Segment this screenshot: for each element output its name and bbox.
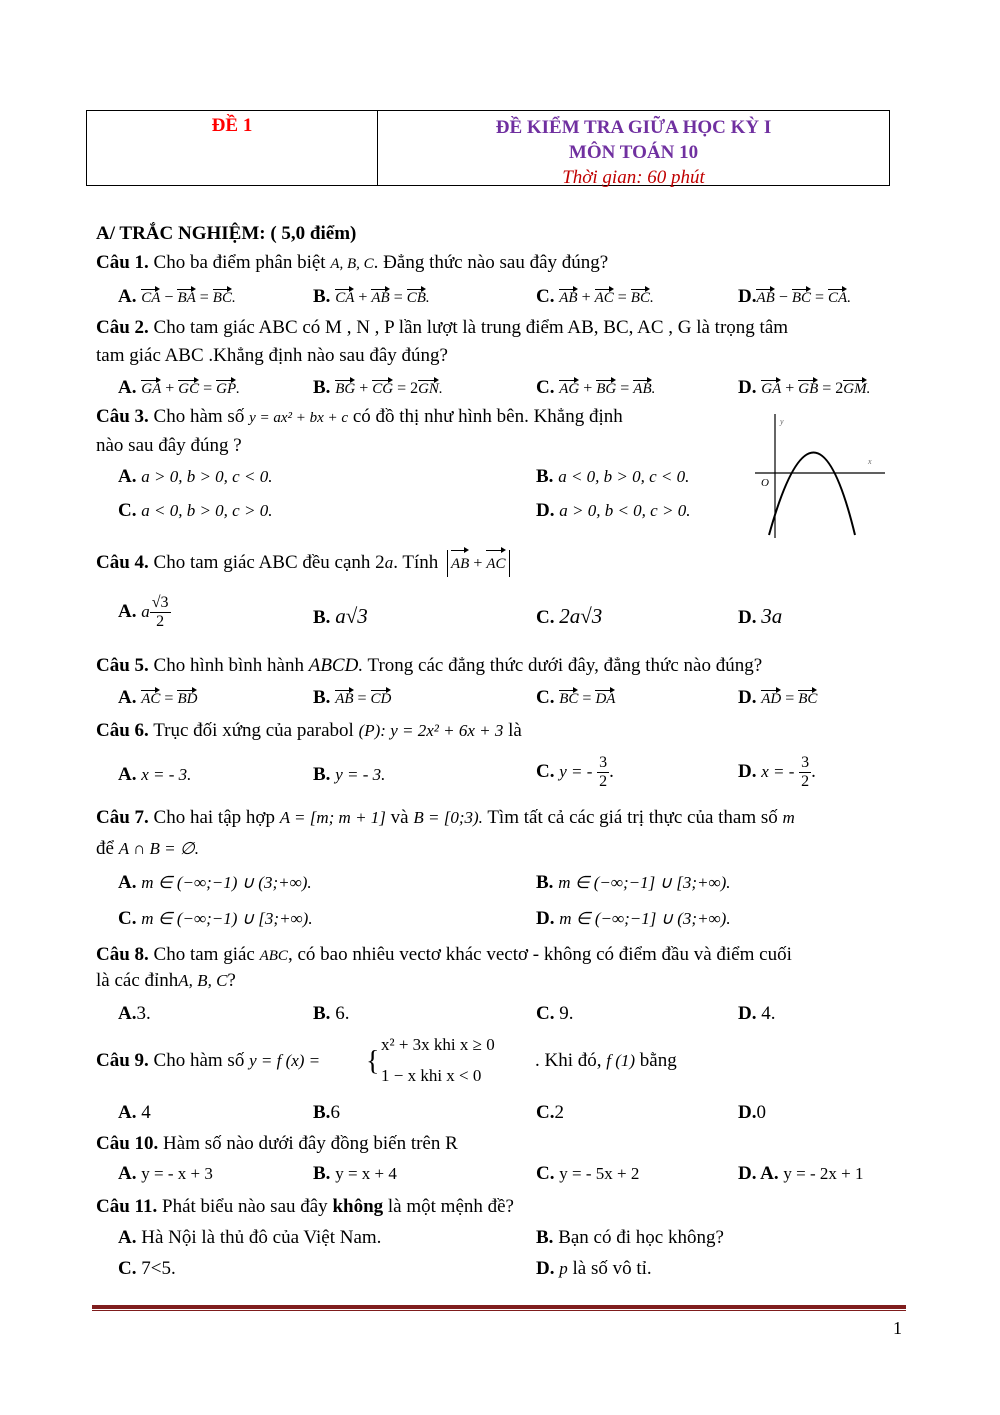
footer-rule-thin: [92, 1310, 906, 1311]
question-3: Câu 3. Cho hàm số y = ax² + bx + c có đồ thị như hình bên. Khẳng định: [96, 406, 623, 427]
q2-option-c: C. AG + BG = AB.: [536, 377, 656, 398]
question-3-line2: nào sau đây đúng ?: [96, 435, 242, 456]
q7-option-d: D. m ∈ (−∞;−1] ∪ (3;+∞).: [536, 908, 731, 929]
q11-option-d: D. p là số vô tỉ.: [536, 1258, 652, 1279]
q2-option-b: B. BG + CG = 2GN.: [313, 377, 443, 398]
question-6: Câu 6. Trục đối xứng của parabol (P): y = 2x² + 6x + 3 là: [96, 720, 522, 741]
q7-option-c: C. m ∈ (−∞;−1) ∪ [3;+∞).: [118, 908, 313, 929]
q3-option-a: A. a > 0, b > 0, c < 0.: [118, 466, 273, 487]
q7-option-b: B. m ∈ (−∞;−1] ∪ [3;+∞).: [536, 872, 731, 893]
question-9-tail: . Khi đó, f (1) bằng: [535, 1050, 677, 1071]
q6-option-c: C. y = - $\frac{3}{2}$ .: [536, 754, 614, 790]
exam-subject: MÔN TOÁN 10: [568, 142, 699, 163]
x-axis-label: x: [868, 457, 872, 466]
question-5: Câu 5. Cho hình bình hành ABCD. Trong các đẳng thức dưới đây, đẳng thức nào đúng?: [96, 655, 763, 676]
q1-option-c: C. AB + AC = BC.: [536, 286, 654, 307]
q9-option-b: B.6: [313, 1102, 340, 1123]
header-table: [86, 110, 890, 186]
exam-title: ĐỀ KIỂM TRA GIỮA HỌC KỲ I: [495, 117, 772, 138]
q6-option-d: D. x = - $\frac{3}{2}$ .: [738, 754, 816, 790]
q9-option-d: D.0: [738, 1102, 766, 1123]
q6-option-b: B. y = - 3.: [313, 764, 386, 785]
parabola-curve: [769, 453, 855, 536]
q3-option-b: B. a < 0, b > 0, c < 0.: [536, 466, 690, 487]
vector-magnitude: AB + AC: [447, 550, 510, 577]
q8-option-c: C. 9.: [536, 1003, 574, 1024]
q1-option-a: A. CA − BA = BC.: [118, 286, 236, 307]
q7-option-a: A. m ∈ (−∞;−1) ∪ (3;+∞).: [118, 872, 312, 893]
section-title: A/ TRẮC NGHIỆM: ( 5,0 điểm): [96, 223, 357, 244]
question-10: Câu 10. Hàm số nào dưới đây đồng biến trên R: [96, 1133, 458, 1154]
question-9: Câu 9. Cho hàm số y = f (x) =: [96, 1050, 321, 1071]
q11-option-c: C. 7<5.: [118, 1258, 176, 1279]
piecewise-case-1: x² + 3x khi x ≥ 0: [381, 1035, 495, 1054]
q1-option-d: D.AB − BC = CA.: [738, 286, 851, 307]
q10-option-a: A. y = - x + 3: [118, 1163, 213, 1184]
q11-option-a: A. Hà Nội là thủ đô của Việt Nam.: [118, 1227, 382, 1248]
question-8: Câu 8. Cho tam giác ABC, có bao nhiêu vectơ khác vectơ - không có điểm đầu và điểm cuối: [96, 944, 792, 965]
q4-option-a: A. a $\frac{√3}{2}$: [118, 594, 169, 630]
q3-option-d: D. a > 0, b < 0, c > 0.: [536, 500, 691, 521]
question-8-line2: là các đỉnhA, B, C?: [96, 970, 236, 991]
origin-label: O: [761, 477, 769, 489]
q9-option-c: C.2: [536, 1102, 564, 1123]
q2-option-d: D. GA + GB = 2GM.: [738, 377, 871, 398]
piecewise-case-2: 1 − x khi x < 0: [381, 1066, 482, 1085]
exam-code: ĐỀ 1: [87, 111, 378, 185]
q10-option-d: D. A. y = - 2x + 1: [738, 1163, 864, 1184]
q8-option-b: B. 6.: [313, 1003, 350, 1024]
q10-option-c: C. y = - 5x + 2: [536, 1163, 640, 1184]
q11-option-b: B. Bạn có đi học không?: [536, 1227, 724, 1248]
exam-header: [378, 111, 889, 189]
q6-option-a: A. x = - 3.: [118, 764, 192, 785]
question-label: Câu 1.: [96, 252, 149, 273]
q5-option-c: C. BC = DA: [536, 687, 616, 708]
parabola-graph: [755, 410, 895, 540]
q9-option-a: A. 4: [118, 1102, 151, 1123]
q5-option-d: D. AD = BC: [738, 687, 818, 708]
footer-rule: [92, 1305, 906, 1309]
question-1: Câu 1. Cho ba điểm phân biệt A, B, C. Đẳng thức nào sau đây đúng?: [96, 252, 609, 273]
exam-time: Thời gian: 60 phút: [562, 167, 705, 188]
q3-option-c: C. a < 0, b > 0, c > 0.: [118, 500, 273, 521]
question-7: Câu 7. Cho hai tập hợp A = [m; m + 1] và B = [0;3). Tìm tất cả các giá trị thực của tham số m: [96, 807, 795, 828]
q8-option-d: D. 4.: [738, 1003, 776, 1024]
question-4: Câu 4. Cho tam giác ABC đều cạnh 2a. Tính AB + AC: [96, 550, 510, 577]
q4-option-d: D. 3a: [738, 604, 783, 628]
q4-option-b: B. a√3: [313, 604, 368, 628]
page-number: 1: [893, 1318, 902, 1338]
q1-option-b: B. CA + AB = CB.: [313, 286, 430, 307]
question-11: Câu 11. Phát biểu nào sau đây không là một mệnh đề?: [96, 1196, 514, 1217]
question-2: Câu 2. Cho tam giác ABC có M , N , P lần lượt là trung điểm AB, BC, AC , G là trọng tâm: [96, 317, 789, 338]
question-7-line2: để A ∩ B = ∅.: [96, 838, 199, 859]
y-axis-label: y: [780, 417, 784, 426]
q5-option-b: B. AB = CD: [313, 687, 392, 708]
piecewise-brace: {: [366, 1046, 380, 1077]
q10-option-b: B. y = x + 4: [313, 1163, 397, 1184]
q2-option-a: A. GA + GC = GP.: [118, 377, 240, 398]
q8-option-a: A.3.: [118, 1003, 151, 1024]
question-2-line2: tam giác ABC .Khẳng định nào sau đây đúng?: [96, 345, 448, 366]
q5-option-a: A. AC = BD: [118, 687, 198, 708]
q4-option-c: C. 2a√3: [536, 604, 603, 628]
